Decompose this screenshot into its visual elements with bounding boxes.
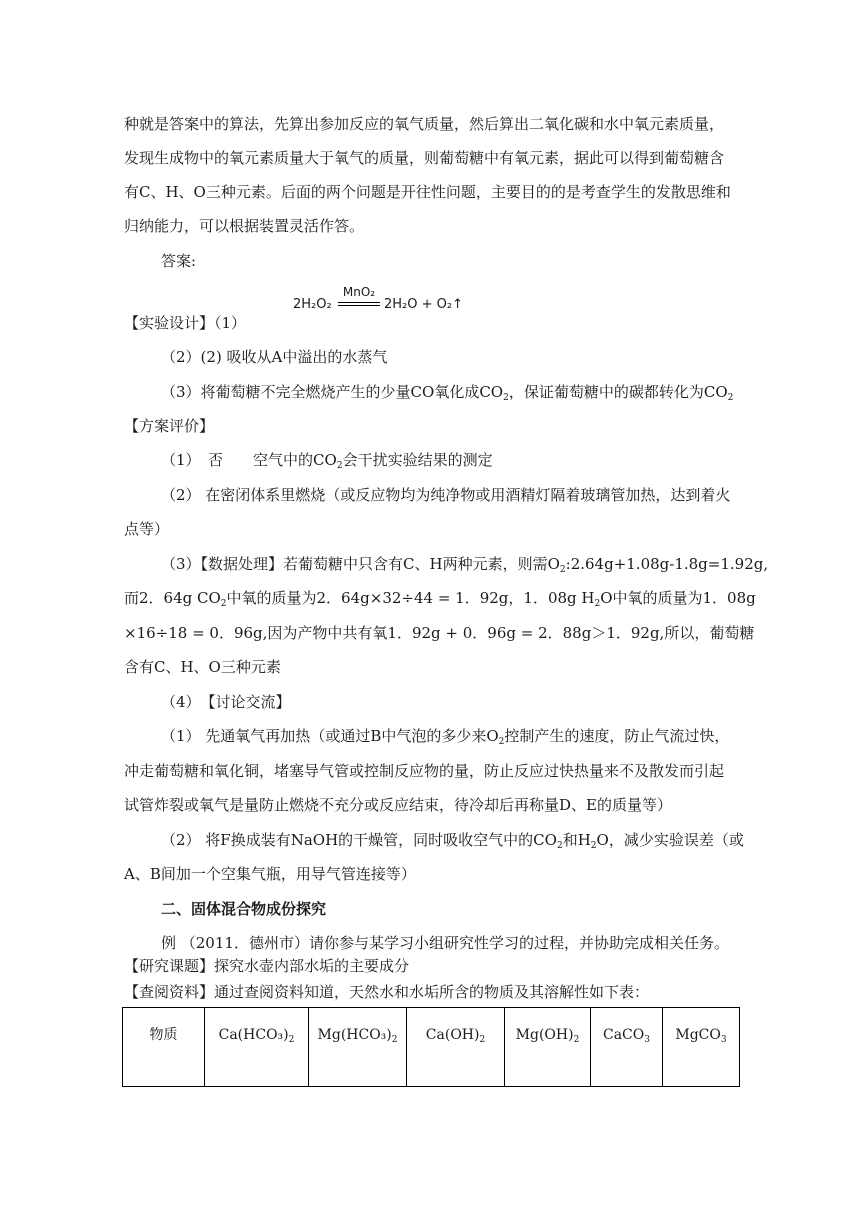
subscript: 3 (720, 1035, 727, 1045)
paragraph-line (161, 830, 781, 850)
subscript: 2 (479, 1035, 486, 1045)
cell-text: CaCO (603, 1027, 645, 1043)
paragraph-line: （2）(2) 吸收从A中溢出的水蒸气 (161, 348, 388, 366)
cell-text: Mg(HCO₃) (317, 1027, 392, 1043)
section-heading: 二、固体混合物成份探究 (161, 900, 327, 918)
text-run: （3）【数据处理】若葡萄糖中只含有C、H两种元素，则需O (161, 555, 560, 573)
cell-text: 物质 (149, 1027, 178, 1043)
paragraph-line: 冲走葡萄糖和氧化铜，堵塞导气管或控制反应物的量，防止反应过快热量来不及散发而引起 (124, 762, 725, 780)
table-row (123, 1008, 740, 1087)
equation-double-bar (338, 302, 380, 303)
paragraph-line (161, 554, 781, 574)
answer-label: 答案: (161, 252, 197, 270)
text-run: 会干扰实验结果的测定 (342, 451, 493, 469)
cell-text: Ca(HCO₃) (218, 1027, 289, 1043)
text-run: ，保证葡萄糖中的碳都转化为CO (508, 383, 728, 401)
paragraph-line: 【研究课题】探究水壶内部水垢的主要成分 (124, 957, 410, 975)
text-run: （1） 先通氧气再加热（或通过B中气泡的多少来O (161, 727, 499, 745)
equation-catalyst: MnO₂ (342, 285, 376, 299)
paragraph-line: 有C、H、O三种元素。后面的两个问题是开往性问题，主要目的的是考查学生的发散思维和 (124, 183, 731, 201)
table-cell (309, 1008, 407, 1087)
paragraph-line (161, 382, 781, 402)
paragraph-line (161, 726, 781, 746)
paragraph-line: 发现生成物中的氧元素质量大于氧气的质量，则葡萄糖中有氧元素，据此可以得到葡萄糖含 (124, 149, 725, 167)
cell-text: MgCO (675, 1027, 721, 1043)
equation-reactant: 2H₂O₂ (293, 297, 332, 312)
subscript: 3 (644, 1035, 650, 1045)
paragraph-line: 归纳能力，可以根据装置灵活作答。 (124, 217, 365, 235)
section-heading: （4） 【讨论交流】 (161, 693, 291, 711)
design-heading: 【实验设计】（1） (124, 314, 247, 332)
equation-double-bar (338, 305, 380, 306)
subscript: 2 (336, 461, 343, 471)
paragraph-line: 试管炸裂或氧气是量防止燃烧不充分或反应结束，待冷却后再称量D、E的质量等） (124, 796, 672, 814)
paragraph-line (161, 450, 781, 470)
subscript: 2 (498, 737, 505, 747)
table-cell (663, 1008, 740, 1087)
table-cell (591, 1008, 663, 1087)
subscript: 2 (503, 393, 509, 403)
text-run: 和H (562, 831, 591, 849)
text-run: 中氧的质量为2．64g×32÷44 = 1．92g，1．08g H (226, 589, 595, 607)
text-run: （1） 否 空气中的CO (161, 451, 337, 469)
text-run: O，减少实验误差（或 (596, 831, 744, 849)
text-run: :2.64g+1.08g-1.8g=1.92g, (565, 555, 769, 573)
paragraph-line (124, 588, 756, 609)
subscript: 2 (727, 393, 734, 403)
equation-products: 2H₂O + O₂↑ (384, 297, 463, 312)
subscript: 2 (559, 565, 566, 575)
chemical-equation (293, 287, 493, 327)
subscript: 2 (220, 599, 227, 609)
subscript: 2 (391, 1035, 398, 1045)
paragraph-line: 例 （2011．德州市）请你参与某学习小组研究性学习的过程，并协助完成相关任务。 (161, 934, 729, 952)
paragraph-line: 点等） (124, 520, 170, 538)
text-run: （3）将葡萄糖不完全燃烧产生的少量CO氧化成CO (161, 383, 504, 401)
section-heading: 【方案评价】 (124, 417, 215, 435)
subscript: 2 (590, 841, 597, 851)
subscript: 2 (594, 599, 601, 609)
paragraph-line: A、B间加一个空集气瓶，用导气管连接等） (124, 865, 416, 883)
solubility-table (122, 1007, 740, 1087)
subscript: 2 (573, 1035, 580, 1045)
text-run: （2） 将F换成装有NaOH的干燥管，同时吸收空气中的CO (161, 831, 557, 849)
text-run: 而2．64g CO (124, 589, 221, 607)
subscript: 2 (288, 1035, 295, 1045)
paragraph-line: （2） 在密闭体系里燃烧（或反应物均为纯净物或用酒精灯隔着玻璃管加热，达到着火 (161, 486, 731, 504)
paragraph-line: 种就是答案中的算法，先算出参加反应的氧气质量，然后算出二氧化碳和水中氧元素质量， (124, 115, 725, 133)
cell-text: Ca(OH) (425, 1027, 480, 1043)
cell-text: Mg(OH) (515, 1027, 574, 1043)
paragraph-line: ×16÷18 = 0．96g,因为产物中共有氧1．92g + 0．96g = 2．88g＞1．92g,所以，葡萄糖 (124, 624, 755, 642)
table-cell (123, 1008, 205, 1087)
table-cell (407, 1008, 505, 1087)
text-run: O中氧的质量为1．08g (600, 589, 756, 607)
table-cell (505, 1008, 591, 1087)
paragraph-line: 【查阅资料】通过查阅资料知道，天然水和水垢所含的物质及其溶解性如下表： (124, 983, 650, 1001)
paragraph-line: 含有C、H、O三种元素 (124, 658, 281, 676)
subscript: 2 (556, 841, 563, 851)
text-run: 控制产生的速度，防止气流过快， (504, 727, 730, 745)
table-cell (205, 1008, 309, 1087)
